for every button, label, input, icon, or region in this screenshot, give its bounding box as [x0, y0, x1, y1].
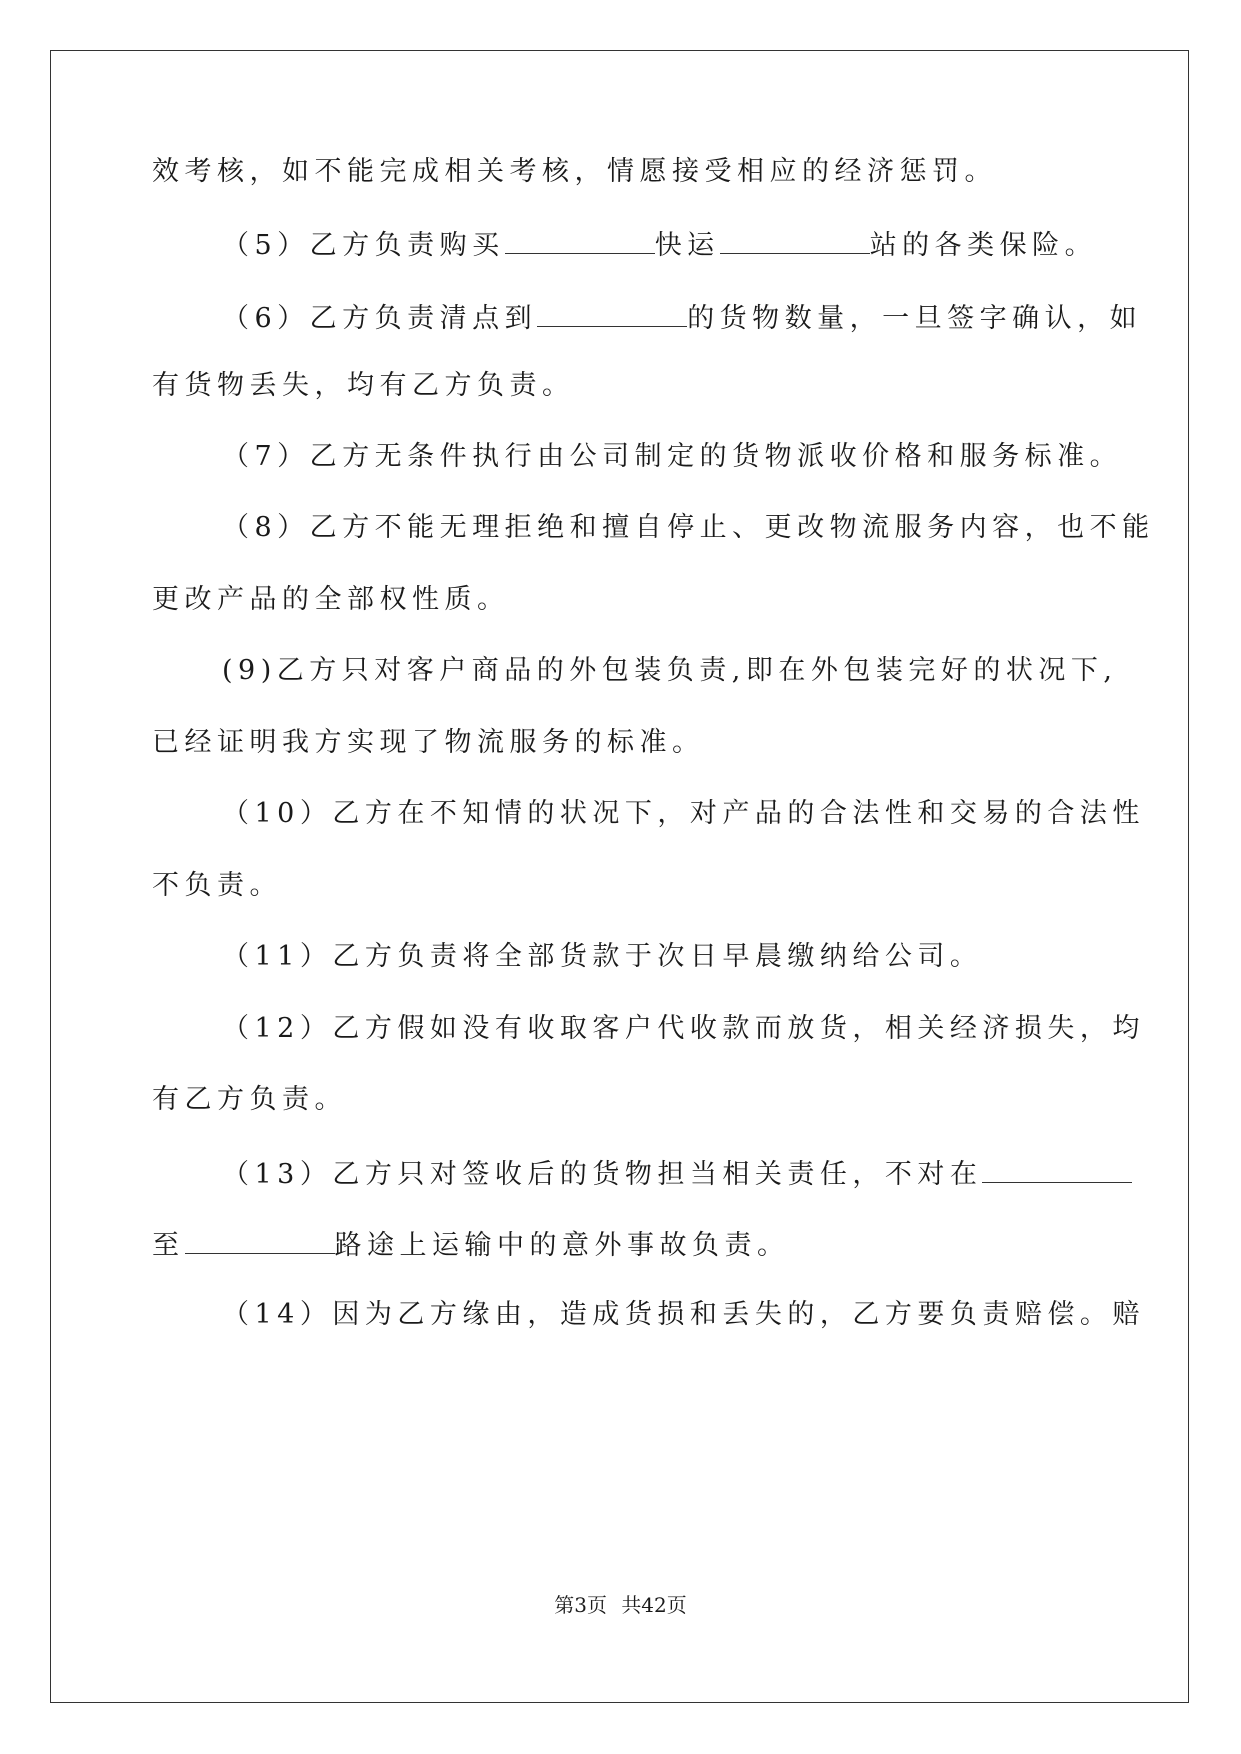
line-text: (9)乙方只对客户商品的外包装负责,即在外包装完好的状况下, [222, 655, 1118, 686]
paragraph-line [152, 152, 997, 192]
total-pages: 共42页 [621, 1593, 687, 1617]
line-text: （14）因为乙方缘由，造成货损和丢失的，乙方要负责赔偿。赔 [222, 1299, 1145, 1330]
paragraph-line [152, 1080, 347, 1120]
fill-in-blank[interactable] [505, 223, 655, 254]
line-text: 有乙方负责。 [152, 1084, 347, 1115]
paragraph-line [152, 366, 575, 406]
line-text: （8）乙方不能无理拒绝和擅自停止、更改物流服务内容，也不能 [222, 512, 1155, 543]
fill-in-blank[interactable] [185, 1223, 335, 1254]
line-text: 已经证明我方实现了物流服务的标准。 [152, 727, 705, 758]
paragraph-line [222, 1152, 1132, 1192]
paragraph-line [222, 651, 1117, 691]
line-text: （6）乙方负责清点到 [222, 303, 538, 334]
line-text: 路途上运输中的意外事故负责。 [334, 1230, 790, 1261]
line-text: 快运 [654, 230, 720, 261]
paragraph-line [222, 296, 1142, 336]
line-text: 有货物丢失，均有乙方负责。 [152, 370, 575, 401]
paragraph-line [222, 223, 1097, 263]
line-text: 不负责。 [152, 870, 282, 901]
paragraph-line [152, 1223, 790, 1263]
paragraph-line [222, 508, 1155, 548]
line-text: （7）乙方无条件执行由公司制定的货物派收价格和服务标准。 [222, 441, 1123, 472]
line-text: 效考核，如不能完成相关考核，情愿接受相应的经济惩罚。 [152, 156, 997, 187]
line-text: （11）乙方负责将全部货款于次日早晨缴纳给公司。 [222, 941, 983, 972]
line-text: 至 [152, 1230, 185, 1261]
paragraph-line [152, 580, 510, 620]
line-text: 更改产品的全部权性质。 [152, 584, 510, 615]
line-text: （12）乙方假如没有收取客户代收款而放货，相关经济损失，均 [222, 1013, 1145, 1044]
paragraph-line [222, 937, 982, 977]
page-number: 第3页 [554, 1593, 607, 1617]
paragraph-line [152, 866, 282, 906]
fill-in-blank[interactable] [982, 1152, 1132, 1183]
line-text: （13）乙方只对签收后的货物担当相关责任，不对在 [222, 1159, 983, 1190]
line-text: 站的各类保险。 [869, 230, 1098, 261]
fill-in-blank[interactable] [537, 296, 687, 327]
paragraph-line [222, 1009, 1145, 1049]
page-footer [0, 1592, 1241, 1618]
paragraph-line [152, 723, 705, 763]
fill-in-blank[interactable] [720, 223, 870, 254]
paragraph-line [222, 437, 1122, 477]
line-text: （5）乙方负责购买 [222, 230, 505, 261]
paragraph-line [222, 794, 1145, 834]
paragraph-line [222, 1295, 1145, 1335]
line-text: 的货物数量，一旦签字确认，如 [687, 303, 1143, 334]
line-text: （10）乙方在不知情的状况下，对产品的合法性和交易的合法性 [222, 798, 1145, 829]
